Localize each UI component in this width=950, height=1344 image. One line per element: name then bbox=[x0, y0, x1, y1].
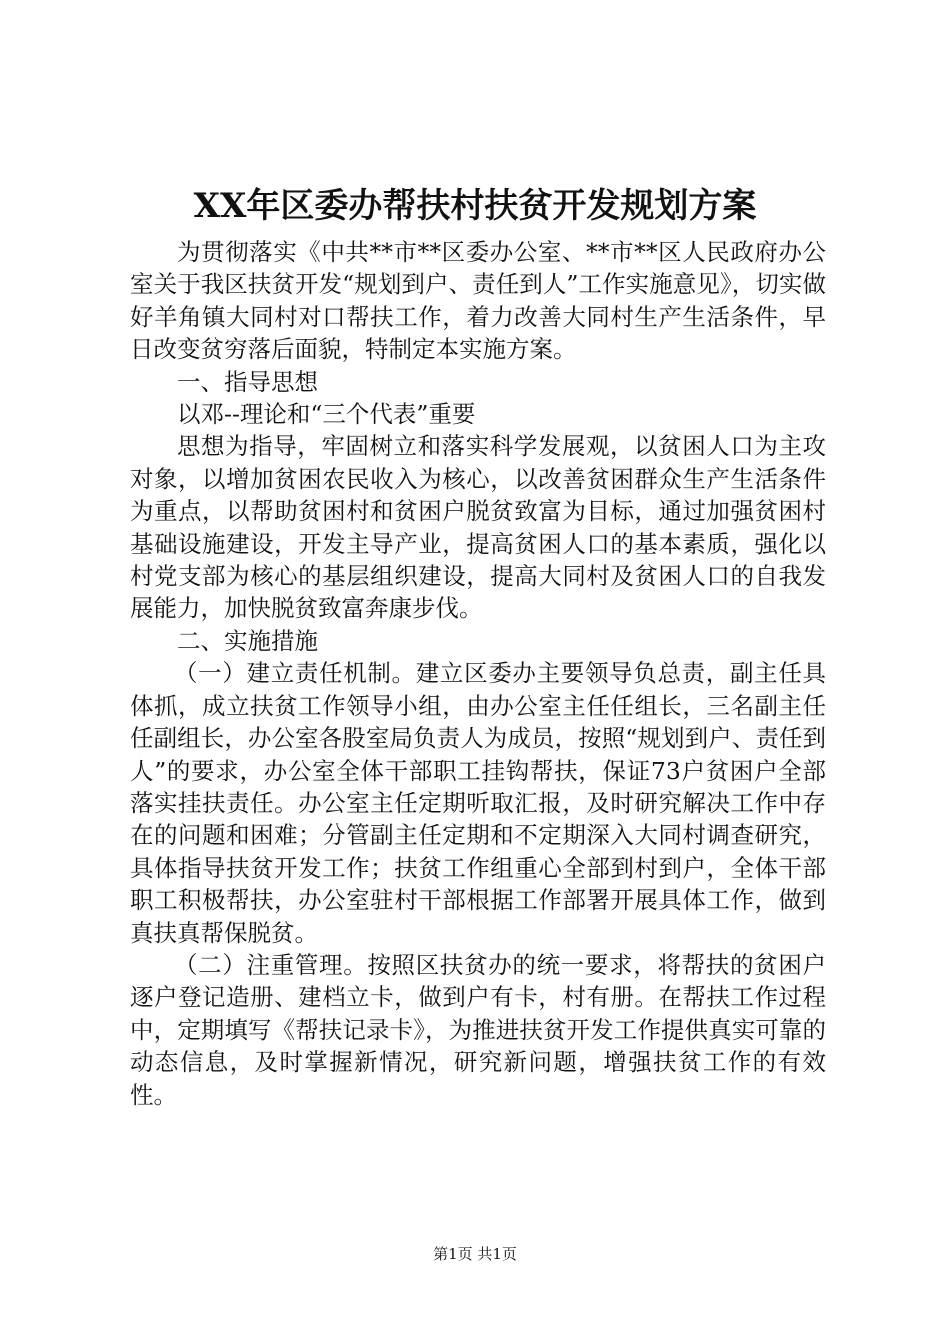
document-body bbox=[130, 236, 826, 1111]
paragraph-responsibility-mechanism: （一）建立责任机制。建立区委办主要领导负总责，副主任具体抓，成立扶贫工作领导小组，由办公室主任任组长，三名副主任任副组长，办公室各股室局负责人为成员，按照“规划到户、责任到人”的要求，办公室全体干部职工挂钩帮扶，保证73户贫困户全部落实挂扶责任。办公室主任定期听取汇报，及时研究解决工作中存在的问题和困难；分管副主任定期和不定期深入大同村调查研究，具体指导扶贫开发工作；扶贫工作组重心全部到村到户，全体干部职工积极帮扶，办公室驻村干部根据工作部署开展具体工作，做到真扶真帮保脱贫。 bbox=[130, 659, 826, 947]
paragraph-guiding-thought-lead: 以邓--理论和“三个代表”重要 bbox=[177, 400, 476, 429]
page-footer: 第1页 共1页 bbox=[433, 1245, 517, 1263]
section-heading-measures: 二、实施措施 bbox=[177, 626, 318, 655]
document-title: XX年区委办帮扶村扶贫开发规划方案 bbox=[193, 186, 757, 226]
section-heading-guiding-thought: 一、指导思想 bbox=[177, 367, 318, 396]
paragraph-intro: 为贯彻落实《中共**市**区委办公室、**市**区人民政府办公室关于我区扶贫开发“规划到户、责任到人”工作实施意见》，切实做好羊角镇大同村对口帮扶工作，着力改善大同村生产生活条件，早日改变贫穷落后面貌，特制定本实施方案。 bbox=[130, 238, 826, 364]
paragraph-management: （二）注重管理。按照区扶贫办的统一要求，将帮扶的贫困户逐户登记造册、建档立卡，做到户有卡，村有册。在帮扶工作过程中，定期填写《帮扶记录卡》，为推进扶贫开发工作提供真实可靠的动态信息，及时掌握新情况，研究新问题，增强扶贫工作的有效性。 bbox=[130, 950, 826, 1109]
paragraph-guiding-thought: 思想为指导，牢固树立和落实科学发展观，以贫困人口为主攻对象，以增加贫困农民收入为核心，以改善贫困群众生产生活条件为重点，以帮助贫困村和贫困户脱贫致富为目标，通过加强贫困村基础设施建设，开发主导产业，提高贫困人口的基本素质，强化以村党支部为核心的基层组织建设，提高大同村及贫困人口的自我发展能力，加快脱贫致富奔康步伐。 bbox=[130, 432, 826, 623]
